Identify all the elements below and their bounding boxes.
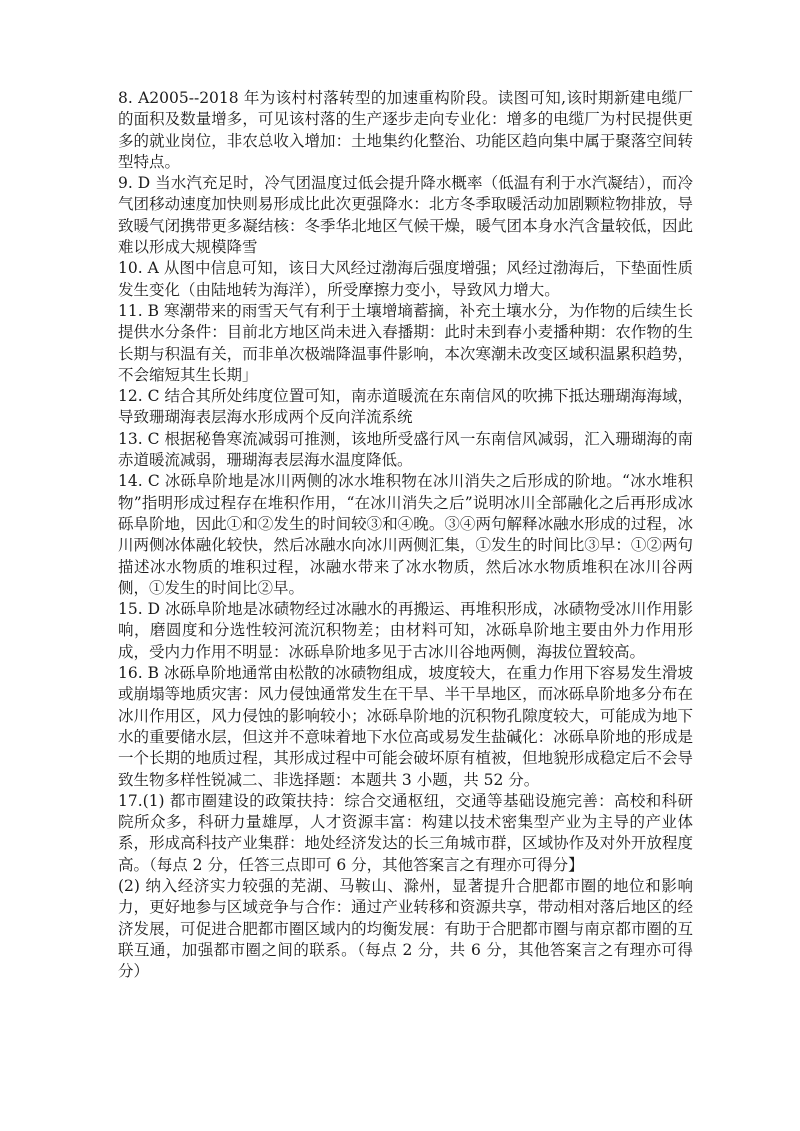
paragraph-answer-10: 10. A 从图中信息可知，该日大风经过渤海后强度增强；风经过渤海后，下垫面性质发生变化（由陆地转为海洋），所受摩擦力变小，导致风力增大。 [118,259,693,299]
paragraph-answer-16: 16. B 冰砾阜阶地通常由松散的冰碛物组成，坡度较大，在重力作用下容易发生滑坡或崩塌等地质灾害：风力侵蚀通常发生在干旱、半干旱地区，而冰砾阜阶地多分布在冰川作用区，风力侵蚀的影响较小；冰砾阜阶地的沉积物孔隙度较大，可能成为地下水的重要储水层，但这并不意味着地下水位高或易发生盐碱化：冰砾阜阶地的形成是一个长期的地质过程，其形成过程中可能会破坏原有植被，但地貌形成稳定后不会导致生物多样性锐减二、非选择题：本题共 3 小题，共 52 分。 [118,664,693,789]
paragraph-answer-17-1: 17.(1) 都市圈建设的政策扶持：综合交通枢纽，交通等基础设施完善：高校和科研院所众多，科研力量雄厚，人才资源丰富：构建以技术密集型产业为主导的产业体系，形成高科技产业集群：地处经济发达的长三角城市群，区域协作及对外开放程度高。（每点 2 分，任答三点即可 6 分，其他答案言之有理亦可得分】 [118,791,693,874]
paragraph-answer-15: 15. D 冰砾阜阶地是冰碛物经过冰融水的再搬运、再堆积形成，冰碛物受冰川作用影响，磨圆度和分选性较河流沉积物差；由材料可知，冰砾阜阶地主要由外力作用形成，受内力作用不明显：冰砾阜阶地多见于古冰川谷地两侧，海拔位置较高。 [118,600,693,661]
paragraph-answer-13: 13. C 根据秘鲁寒流减弱可推测，该地所受盛行风一东南信风减弱，汇入珊瑚海的南赤道暖流减弱，珊瑚海表层海水温度降低。 [118,429,693,470]
answer-text-block [118,88,693,982]
paragraph-answer-17-2: (2) 纳入经济实力较强的芜湖、马鞍山、滁州，显著提升合肥都市圈的地位和影响力，更好地参与区域竞争与合作：通过产业转移和资源共享，带动相对落后地区的经济发展，可促进合肥都市圈区域内的均衡发展：有助于合肥都市圈与南京都市圈的互联互通，加强都市圈之间的联系。（每点 2 分，共 6 分，其他答案言之有理亦可得分） [118,876,693,981]
paragraph-answer-8: 8. A2005--2018 年为该村村落转型的加速重构阶段。读图可知,该时期新建电缆厂的面积及数量增多，可见该村落的生产逐步走向专业化：增多的电缆厂为村民提供更多的就业岗位，非农总收入增加：土地集约化整治、功能区趋向集中属于聚落空间转型特点。 [118,89,693,171]
paragraph-answer-12: 12. C 结合其所处纬度位置可知，南赤道暖流在东南信风的吹拂下抵达珊瑚海海域，导致珊瑚海表层海水形成两个反向洋流系统 [118,387,693,427]
paragraph-answer-14: 14. C 冰砾阜阶地是冰川两侧的冰水堆积物在冰川消失之后形成的阶地。“冰水堆积物”指明形成过程存在堆积作用，“在冰川消失之后”说明冰川全部融化之后再形成冰砾阜阶地，因此①和②发生的时间较③和④晚。③④两句解释冰融水形成的过程，冰川两侧冰体融化较快，然后冰融水向冰川两侧汇集，①发生的时间比③早：①②两句描述冰水物质的堆积过程，冰融水带来了冰水物质，然后冰水物质堆积在冰川谷两侧，①发生的时间比②早。 [118,472,693,597]
paragraph-answer-11: 11. B 寒潮带来的雨雪天气有利于土壤增墒蓄摘，补充土壤水分，为作物的后续生长提供水分条件：目前北方地区尚未进入春播期：此时未到春小麦播种期：农作物的生长期与积温有关，而非单次极端降温事件影响，本次寒潮未改变区域积温累积趋势，不会缩短其生长期」 [118,301,693,384]
paragraph-answer-9: 9. D 当水汽充足时，冷气团温度过低会提升降水概率（低温有利于水汽凝结），而冷气团移动速度加快则易形成比此次更强降水：北方冬季取暖活动加剧颗粒物排放，导致暖气闭携带更多凝结核：冬季华北地区气候干燥，暖气团本身水汽含量较低，因此难以形成大规模降雪 [118,174,693,257]
